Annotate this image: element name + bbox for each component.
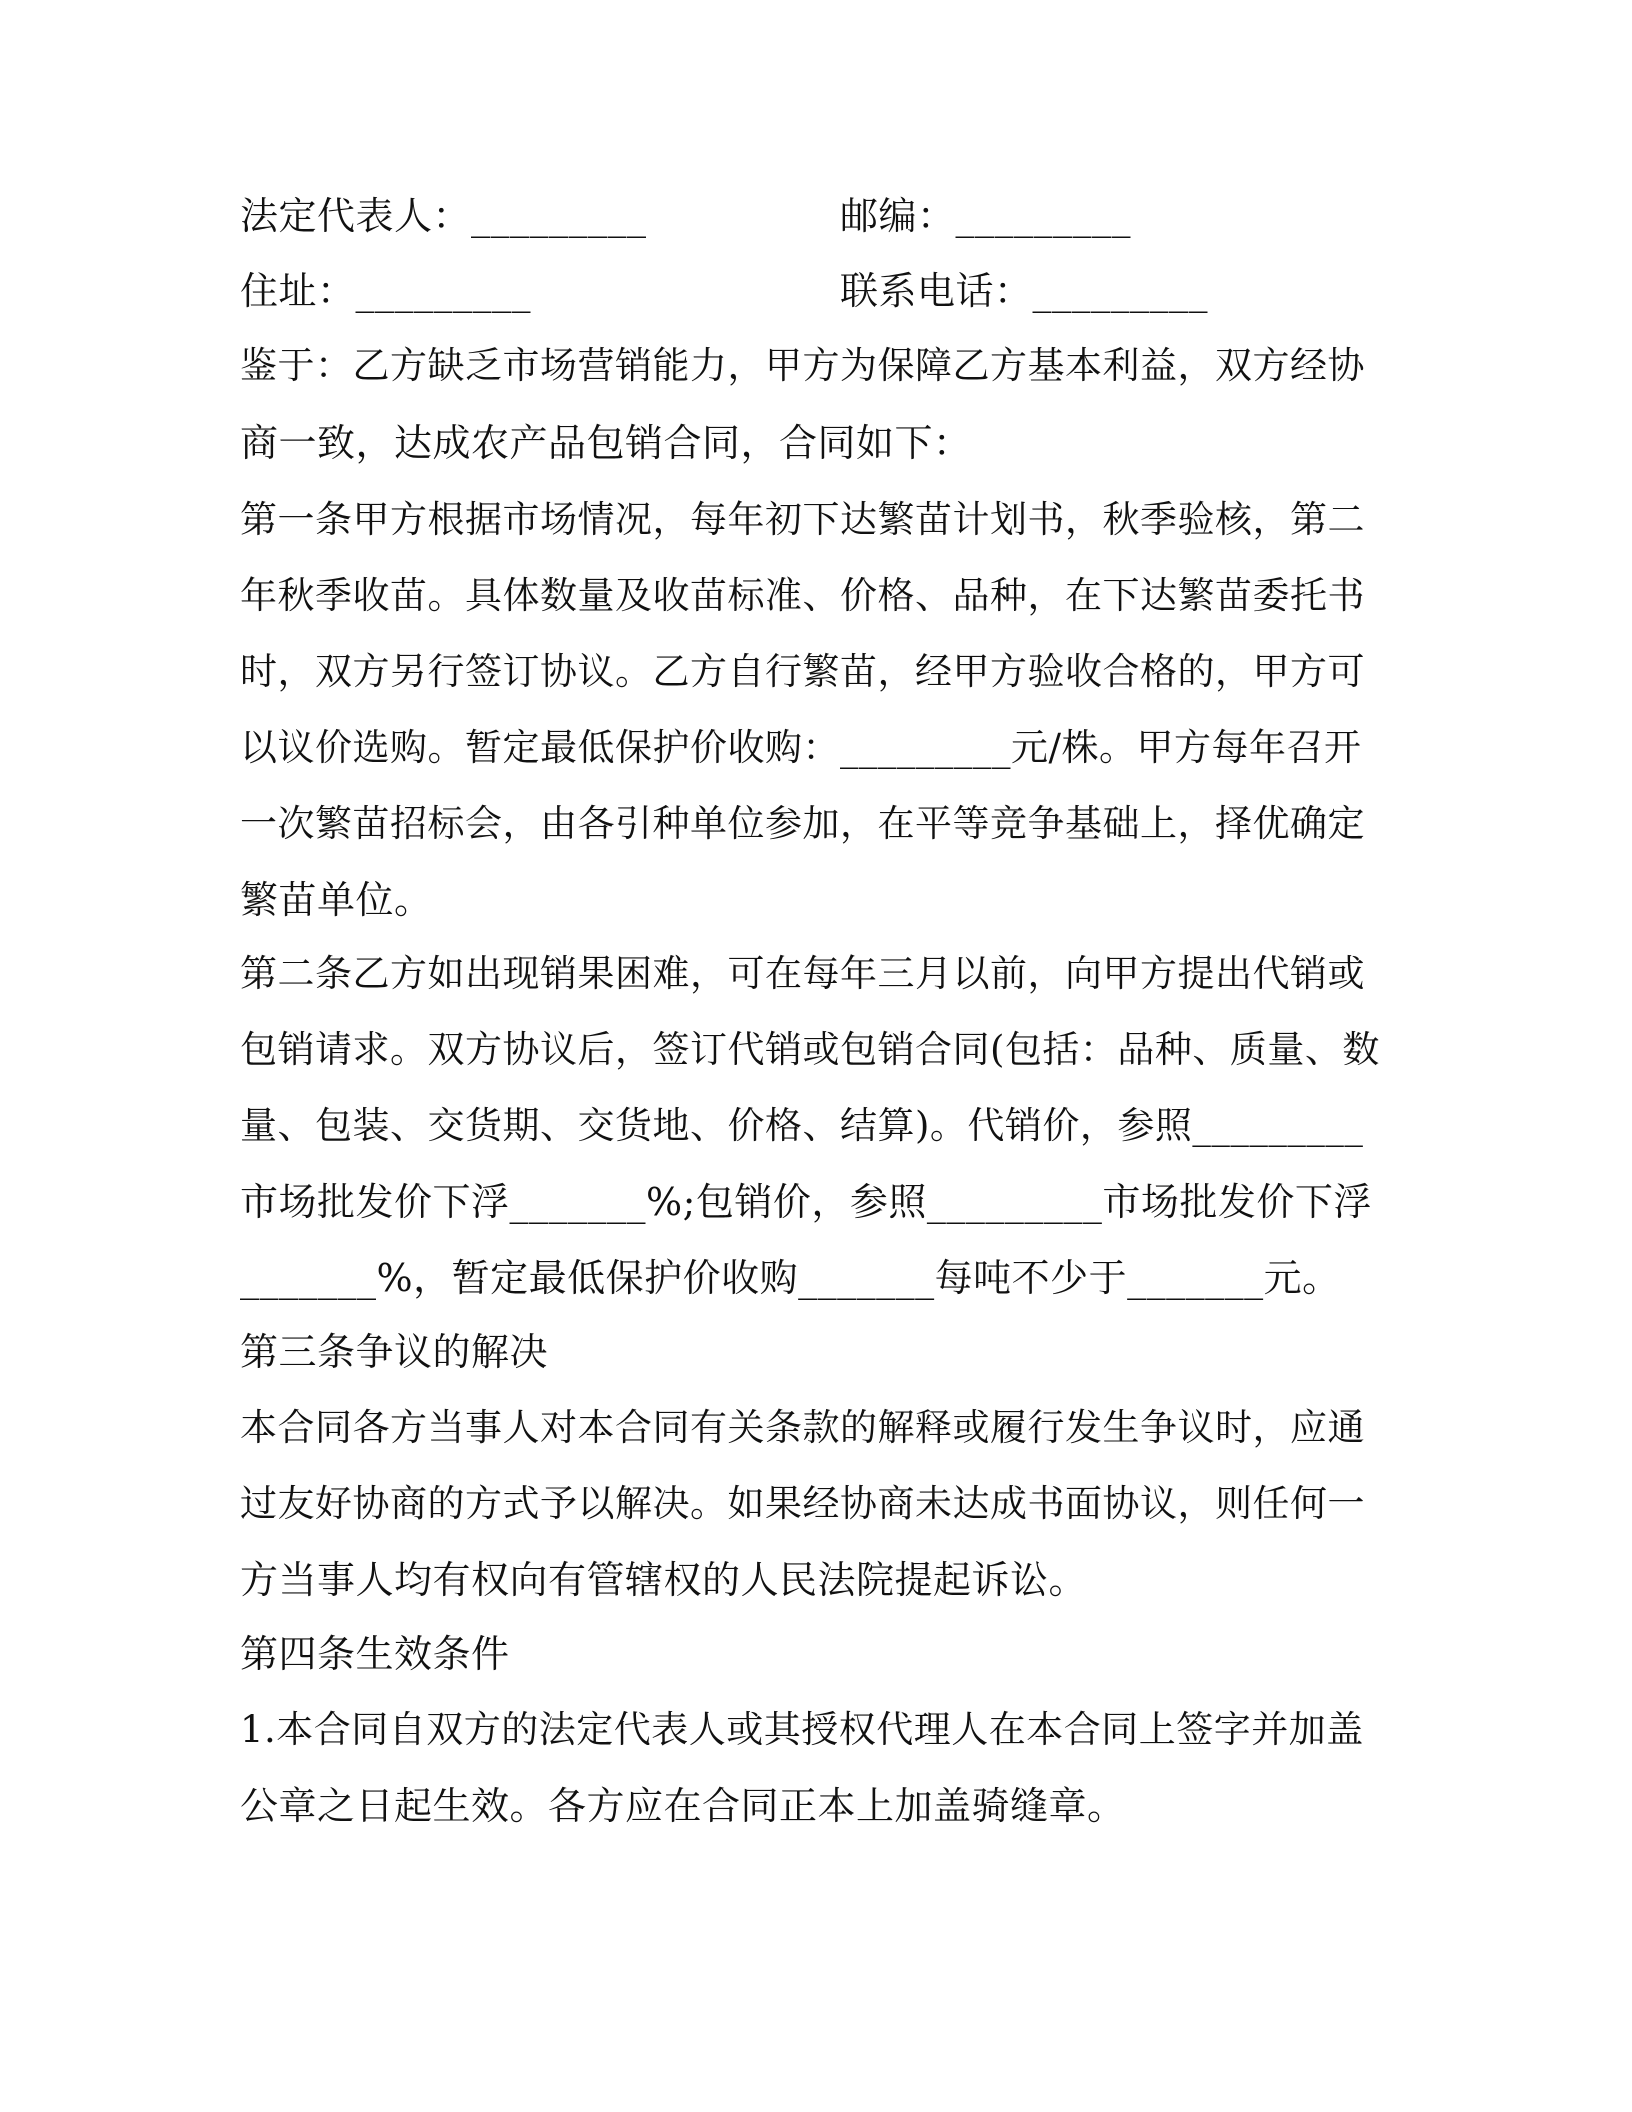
header-row-2 (240, 265, 1380, 317)
article1-line: 一次繁苗招标会，由各引种单位参加，在平等竞争基础上，择优确定 (240, 802, 1365, 845)
article1-line: 繁苗单位。 (240, 878, 433, 922)
article2-line: 量、包装、交货期、交货地、价格、结算)。代销价，参照_________ (240, 1104, 1364, 1147)
article4-line: 公章之日起生效。各方应在合同正本上加盖骑缝章。 (240, 1784, 1126, 1828)
article3-line: 本合同各方当事人对本合同有关条款的解释或履行发生争议时，应通 (240, 1406, 1365, 1449)
postcode-field: 邮编：_________ (840, 194, 1132, 238)
article3-line: 方当事人均有权向有管辖权的人民法院提起诉讼。 (240, 1558, 1088, 1602)
article1-line: 以议价选购。暂定最低保护价收购：_________元/株。甲方每年召开 (240, 726, 1362, 769)
article4-title: 第四条生效条件 (240, 1632, 510, 1676)
address-field: 住址：_________ (240, 269, 532, 313)
article2-line: _______%，暂定最低保护价收购_______每吨不少于_______元。 (240, 1256, 1341, 1300)
article3-line: 过友好协商的方式予以解决。如果经协商未达成书面协议，则任何一 (240, 1482, 1365, 1525)
preamble-line: 商一致，达成农产品包销合同，合同如下： (240, 421, 972, 465)
header-row-1 (240, 190, 1380, 242)
article1-line: 第一条甲方根据市场情况，每年初下达繁苗计划书，秋季验核，第二 (240, 498, 1365, 541)
legal-rep-field: 法定代表人：_________ (240, 194, 647, 238)
article2-line: 第二条乙方如出现销果困难，可在每年三月以前，向甲方提出代销或 (240, 952, 1365, 995)
article1-line: 时，双方另行签订协议。乙方自行繁苗，经甲方验收合格的，甲方可 (240, 650, 1365, 693)
preamble-line: 鉴于：乙方缺乏市场营销能力，甲方为保障乙方基本利益，双方经协 (240, 344, 1365, 387)
article2-line: 市场批发价下浮_______%;包销价，参照_________市场批发价下浮 (240, 1180, 1372, 1224)
article4-line: 1.本合同自双方的法定代表人或其授权代理人在本合同上签字并加盖 (240, 1708, 1364, 1751)
phone-field: 联系电话：_________ (840, 269, 1209, 313)
article3-title: 第三条争议的解决 (240, 1330, 549, 1374)
article1-line: 年秋季收苗。具体数量及收苗标准、价格、品种，在下达繁苗委托书 (240, 574, 1365, 617)
article2-line: 包销请求。双方协议后，签订代销或包销合同(包括：品种、质量、数 (240, 1028, 1380, 1071)
